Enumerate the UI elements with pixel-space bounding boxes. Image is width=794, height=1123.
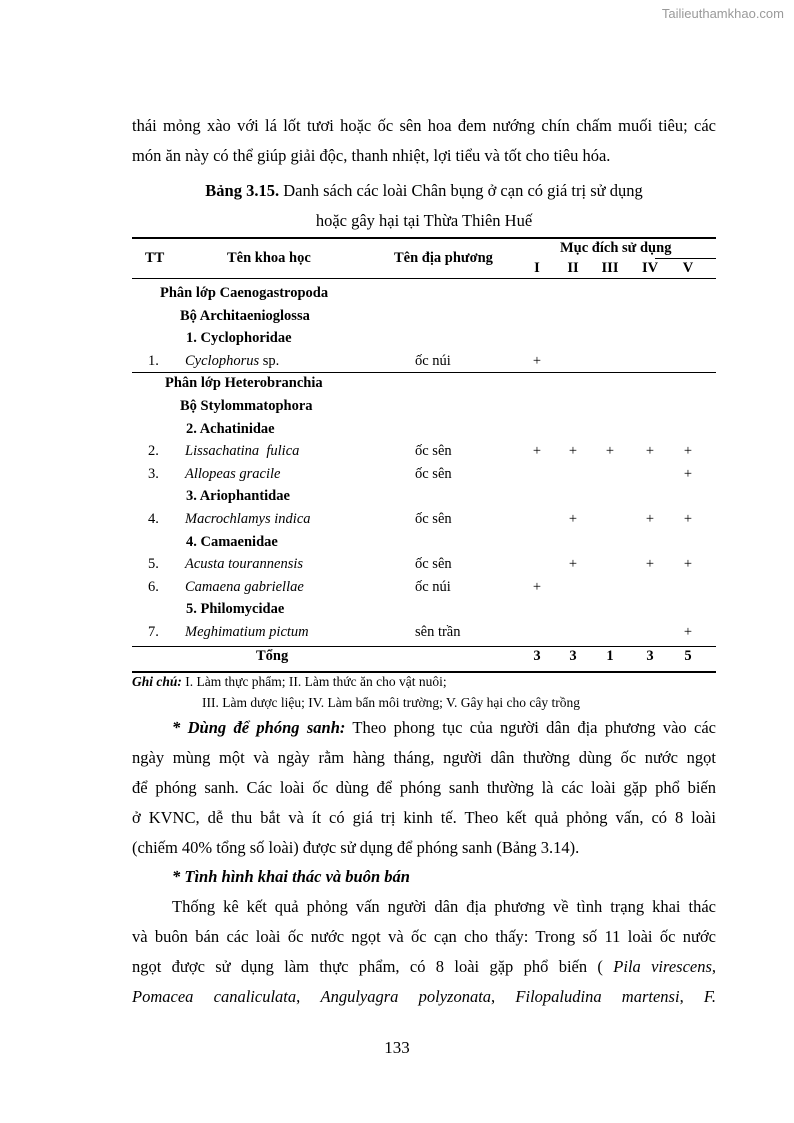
release-line-2: ngày mùng một và ngày rằm hàng tháng, người dân thường dùng ốc nước ngọt bbox=[132, 748, 716, 767]
purpose-mark: + bbox=[645, 511, 655, 527]
total-value: 3 bbox=[569, 647, 577, 664]
table-row-number: 2. bbox=[148, 443, 159, 460]
table-local-name: ốc núi bbox=[415, 578, 451, 595]
purpose-mark: + bbox=[645, 443, 655, 460]
purpose-mark: + bbox=[683, 556, 693, 573]
release-line-4: ở KVNC, dễ thu bắt và ít có giá trị kinh tế. Theo kết quả phỏng vấn, có 8 loài bbox=[132, 808, 716, 827]
note-line-1: I. Làm thực phẩm; II. Làm thức ăn cho vật nuôi; bbox=[181, 674, 447, 689]
trade-line-3: ngọt được sử dụng làm thực phẩm, có 8 loài gặp phổ biến ( Pila virescens, bbox=[132, 957, 717, 976]
purpose-mark: + bbox=[683, 465, 693, 482]
purpose-mark: + bbox=[683, 511, 693, 527]
table-local-name: ốc sên bbox=[415, 443, 452, 460]
table-row-number: 5. bbox=[148, 556, 159, 573]
purpose-col-3: III bbox=[601, 260, 619, 276]
total-top-rule bbox=[132, 646, 716, 647]
table-group-row: 3. Ariophantidae bbox=[186, 488, 290, 505]
trade-line-4: Pomacea canaliculata, Angulyagra polyzonata, Filopaludina martensi, F. bbox=[132, 987, 716, 1006]
table-local-name: ốc sên bbox=[415, 465, 452, 482]
table-group-row: Bộ Architaenioglossa bbox=[180, 307, 310, 324]
total-value: 5 bbox=[684, 647, 692, 664]
total-value: 3 bbox=[533, 647, 541, 664]
table-species-name: Camaena gabriellae bbox=[185, 578, 304, 595]
table-local-name: ốc sên bbox=[415, 556, 452, 573]
table-group-row: 4. Camaenidae bbox=[186, 533, 278, 550]
purpose-mark: + bbox=[568, 443, 578, 460]
table-row-number: 4. bbox=[148, 511, 159, 527]
table-species-name: Lissachatina fulica bbox=[185, 443, 300, 460]
release-line-5: (chiếm 40% tổng số loài) được sử dụng để phóng sanh (Bảng 3.14). bbox=[132, 838, 580, 857]
total-value: 3 bbox=[646, 647, 654, 664]
table-note-line-2: III. Làm dược liệu; IV. Làm bẩn môi trường; V. Gây hại cho cây trồng bbox=[202, 695, 580, 710]
table-species-name: Cyclophorus sp. bbox=[185, 352, 280, 369]
caption-text: Danh sách các loài Chân bụng ở cạn có giá trị sử dụng bbox=[279, 181, 643, 200]
table-row-number: 3. bbox=[148, 465, 159, 482]
purpose-mark: + bbox=[645, 556, 655, 573]
trade-heading-block bbox=[132, 862, 716, 892]
trade-heading: * Tình hình khai thác và buôn bán bbox=[172, 867, 410, 886]
release-line-3: để phóng sanh. Các loài ốc dùng để phóng sanh thường là các loài gặp phổ biến bbox=[132, 778, 716, 797]
header-local-name: Tên địa phương bbox=[394, 250, 493, 266]
table-local-name: ốc sên bbox=[415, 511, 452, 527]
header-purpose: Mục đích sử dụng bbox=[560, 240, 672, 256]
table-species-name: Acusta tourannensis bbox=[185, 556, 304, 573]
header-bottom-rule bbox=[132, 278, 716, 279]
table-species-name: Allopeas gracile bbox=[185, 465, 281, 482]
purpose-mark: + bbox=[683, 624, 693, 640]
table-species-name: Macrochlamys indica bbox=[185, 511, 311, 527]
table-group-row: 2. Achatinidae bbox=[186, 420, 275, 437]
table-row-number: 7. bbox=[148, 624, 159, 640]
purpose-mark: + bbox=[532, 578, 542, 595]
table-caption bbox=[132, 176, 716, 236]
table-group-row: Bộ Stylommatophora bbox=[180, 398, 313, 414]
watermark: Tailieuthamkhao.com bbox=[661, 6, 784, 21]
trade-line-1: Thống kê kết quả phỏng vấn người dân địa phương về tình trạng khai thác bbox=[172, 897, 716, 916]
purpose-col-5: V bbox=[682, 260, 694, 276]
table-row-number: 6. bbox=[148, 578, 159, 595]
table-group-row: 5. Philomycidae bbox=[186, 601, 285, 618]
release-heading: * Dùng để phóng sanh: bbox=[172, 718, 346, 737]
page-number: 133 bbox=[384, 1038, 410, 1057]
header-tt: TT bbox=[145, 250, 165, 266]
total-label: Tổng bbox=[256, 647, 289, 664]
purpose-mark: + bbox=[532, 352, 542, 369]
purpose-col-4: IV bbox=[641, 260, 659, 276]
purpose-mark: + bbox=[568, 556, 578, 573]
table-top-rule bbox=[132, 237, 716, 239]
table-group-row: Phân lớp Caenogastropoda bbox=[160, 285, 329, 301]
note-label: Ghi chú: bbox=[132, 674, 182, 689]
table-row-number: 1. bbox=[148, 352, 159, 369]
table-group-row: Phân lớp Heterobranchia bbox=[165, 375, 323, 392]
caption-label: Bảng 3.15. bbox=[205, 181, 280, 200]
release-paragraph bbox=[132, 713, 716, 863]
table-bottom-rule bbox=[132, 671, 716, 673]
table-local-name: ốc núi bbox=[415, 352, 451, 369]
table-group-row: 1. Cyclophoridae bbox=[186, 330, 292, 347]
purpose-mark: + bbox=[605, 443, 615, 460]
intro-line-2: món ăn này có thể giúp giải độc, thanh nhiệt, lợi tiểu và tốt cho tiêu hóa. bbox=[132, 146, 611, 165]
section-rule bbox=[132, 372, 716, 373]
intro-paragraph bbox=[132, 111, 716, 171]
release-line-1: * Dùng để phóng sanh: Theo phong tục của người dân địa phương vào các bbox=[172, 718, 716, 737]
table-species-name: Meghimatium pictum bbox=[185, 624, 309, 640]
purpose-col-2: II bbox=[567, 260, 579, 276]
total-value: 1 bbox=[606, 647, 614, 664]
header-scientific-name: Tên khoa học bbox=[227, 250, 311, 266]
trade-line-2: và buôn bán các loài ốc nước ngọt và ốc cạn cho thấy: Trong số 11 loài ốc nước bbox=[132, 927, 716, 946]
purpose-subrule bbox=[655, 258, 716, 259]
purpose-mark: + bbox=[683, 443, 693, 460]
table-note bbox=[132, 674, 447, 690]
purpose-mark: + bbox=[568, 511, 578, 527]
table-local-name: sên trần bbox=[415, 624, 461, 640]
caption-line-2: hoặc gây hại tại Thừa Thiên Huế bbox=[315, 211, 533, 230]
purpose-col-1: I bbox=[534, 260, 540, 276]
purpose-mark: + bbox=[532, 443, 542, 460]
trade-paragraph bbox=[132, 892, 716, 1012]
intro-line-1: thái mỏng xào với lá lốt tươi hoặc ốc sên hoa đem nướng chín chấm muối tiêu; các bbox=[132, 116, 716, 135]
